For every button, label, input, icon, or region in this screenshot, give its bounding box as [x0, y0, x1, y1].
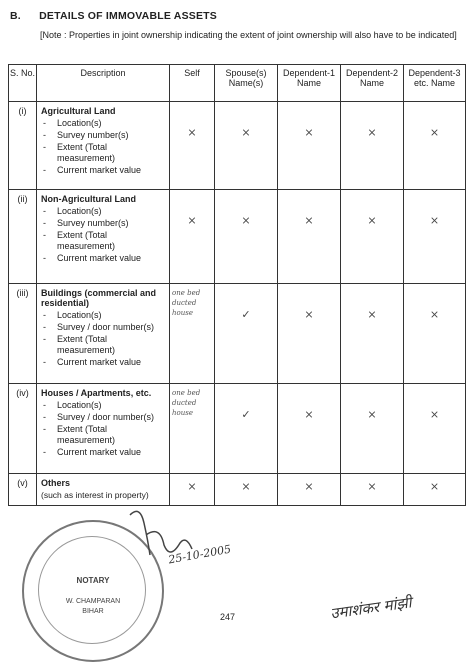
- table-row: [9, 190, 466, 284]
- row-item: - Extent (Total measurement): [41, 142, 166, 164]
- row-item: - Current market value: [41, 447, 166, 458]
- seal-name: W. CHAMPARAN: [65, 598, 121, 605]
- section-heading: [10, 10, 217, 22]
- table-row: [9, 102, 466, 190]
- row-sno: (iv): [9, 384, 37, 474]
- row-item: - Survey number(s): [41, 218, 166, 229]
- signature-hindi: उमाशंकर मांझी: [329, 593, 413, 623]
- row-description: [37, 102, 170, 190]
- header-description: Description: [37, 65, 170, 102]
- row-item: - Current market value: [41, 357, 166, 368]
- cell-dependent-1: ×: [278, 474, 341, 506]
- row-item: - Current market value: [41, 165, 166, 176]
- row-description: [37, 474, 170, 506]
- row-item: - Extent (Total measurement): [41, 334, 166, 356]
- page-number: 247: [220, 612, 236, 622]
- header-row: [9, 65, 466, 102]
- cell-spouse: ×: [215, 190, 278, 284]
- row-category: Non-Agricultural Land: [41, 194, 136, 204]
- cell-dependent-2: ×: [341, 102, 404, 190]
- row-subtitle: (such as interest in property): [41, 490, 149, 500]
- cell-self: one bed ducted house: [170, 384, 215, 474]
- section-title: DETAILS OF IMMOVABLE ASSETS: [39, 10, 218, 22]
- row-sno: (ii): [9, 190, 37, 284]
- header-self: Self: [170, 65, 215, 102]
- row-item: - Location(s): [41, 206, 166, 217]
- cell-self: one bed ducted house: [170, 284, 215, 384]
- cell-dependent-2: ×: [341, 384, 404, 474]
- cell-spouse: ✓: [215, 284, 278, 384]
- signature-date: 25-10-2005: [167, 542, 233, 567]
- cell-dependent-3: ×: [404, 384, 466, 474]
- cell-dependent-3: ×: [404, 102, 466, 190]
- table-row: [9, 384, 466, 474]
- row-sno: (i): [9, 102, 37, 190]
- cell-dependent-3: ×: [404, 474, 466, 506]
- row-item: - Location(s): [41, 310, 166, 321]
- table-row: [9, 474, 466, 506]
- row-item: - Extent (Total measurement): [41, 424, 166, 446]
- cell-self: ×: [170, 102, 215, 190]
- section-letter: B.: [10, 10, 21, 22]
- row-item: - Survey number(s): [41, 130, 166, 141]
- row-description: [37, 190, 170, 284]
- row-category: Others: [41, 478, 71, 488]
- cell-dependent-1: ×: [278, 102, 341, 190]
- seal-title: NOTARY: [76, 576, 110, 585]
- cell-dependent-1: ×: [278, 190, 341, 284]
- cell-dependent-3: ×: [404, 190, 466, 284]
- section-note: [Note : Properties in joint ownership indicating the extent of joint ownership will also have to be indicated]: [40, 30, 457, 40]
- row-description: [37, 284, 170, 384]
- seal-state: BIHAR: [82, 608, 104, 615]
- header-dependent-1: Dependent-1 Name: [278, 65, 341, 102]
- cell-dependent-1: ×: [278, 384, 341, 474]
- cell-dependent-2: ×: [341, 474, 404, 506]
- row-item: - Extent (Total measurement): [41, 230, 166, 252]
- header-spouse: Spouse(s) Name(s): [215, 65, 278, 102]
- table-row: [9, 284, 466, 384]
- header-dependent-2: Dependent-2 Name: [341, 65, 404, 102]
- cell-spouse: ✓: [215, 384, 278, 474]
- header-sno: S. No.: [9, 65, 37, 102]
- row-item: - Survey / door number(s): [41, 412, 166, 423]
- row-category: Buildings (commercial and residential): [41, 288, 157, 308]
- row-sno: (iii): [9, 284, 37, 384]
- row-sno: (v): [9, 474, 37, 506]
- row-description: [37, 384, 170, 474]
- row-item: - Current market value: [41, 253, 166, 264]
- cell-spouse: ×: [215, 102, 278, 190]
- row-item: - Location(s): [41, 118, 166, 129]
- cell-spouse: ×: [215, 474, 278, 506]
- immovable-assets-table: [8, 64, 466, 506]
- row-item: - Survey / door number(s): [41, 322, 166, 333]
- row-category: Houses / Apartments, etc.: [41, 388, 152, 398]
- cell-dependent-2: ×: [341, 284, 404, 384]
- cell-self: ×: [170, 190, 215, 284]
- row-category: Agricultural Land: [41, 106, 116, 116]
- row-item: - Location(s): [41, 400, 166, 411]
- header-dependent-3: Dependent-3 etc. Name: [404, 65, 466, 102]
- cell-dependent-3: ×: [404, 284, 466, 384]
- cell-dependent-1: ×: [278, 284, 341, 384]
- cell-dependent-2: ×: [341, 190, 404, 284]
- cell-self: ×: [170, 474, 215, 506]
